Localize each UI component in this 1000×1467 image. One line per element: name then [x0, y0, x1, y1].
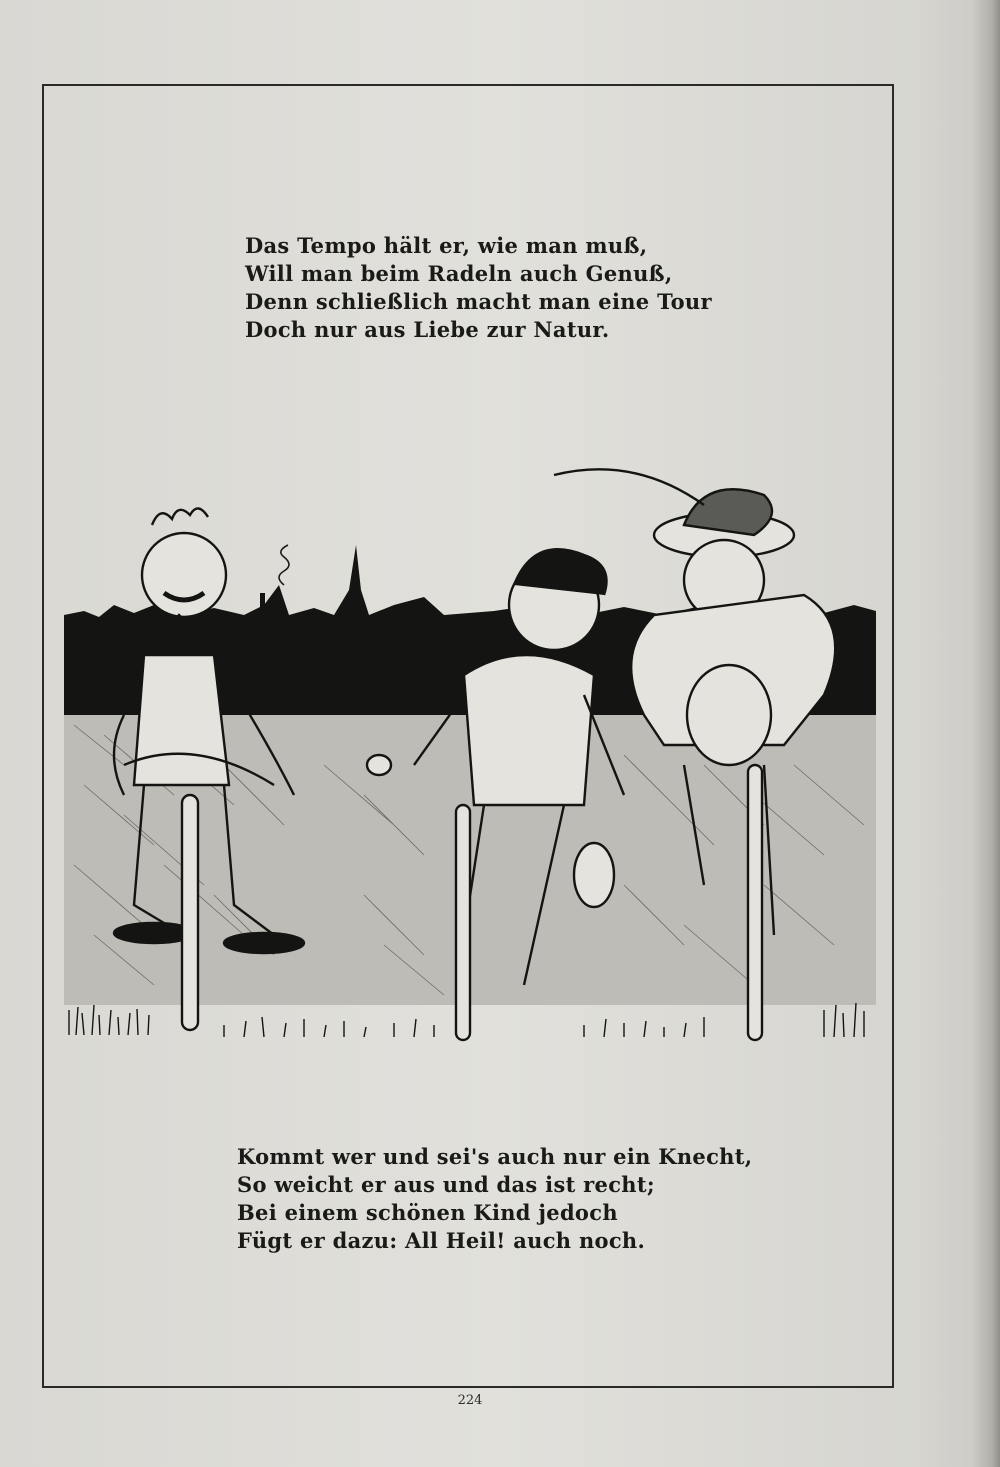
verse-line: Will man beim Radeln auch Genuß,	[245, 261, 673, 286]
verse-line: Bei einem schönen Kind jedoch	[237, 1200, 618, 1225]
verse-line: Doch nur aus Liebe zur Natur.	[245, 317, 610, 342]
verse-line: Das Tempo hält er, wie man muß,	[245, 233, 648, 258]
chimney	[260, 593, 265, 623]
top-verse	[245, 232, 712, 344]
chimney-smoke	[279, 545, 289, 585]
page-number: 224	[457, 1393, 483, 1408]
verse-line: Kommt wer und sei's auch nur ein Knecht,	[237, 1144, 753, 1169]
bottom-verse	[237, 1143, 752, 1255]
cyclists-illustration	[64, 465, 876, 1055]
verse-line: So weicht er aus und das ist recht;	[237, 1172, 655, 1197]
verse-line: Denn schließlich macht man eine Tour	[245, 289, 712, 314]
page-spine-shadow	[972, 0, 1000, 1467]
verse-line: Fügt er dazu: All Heil! auch noch.	[237, 1228, 646, 1253]
